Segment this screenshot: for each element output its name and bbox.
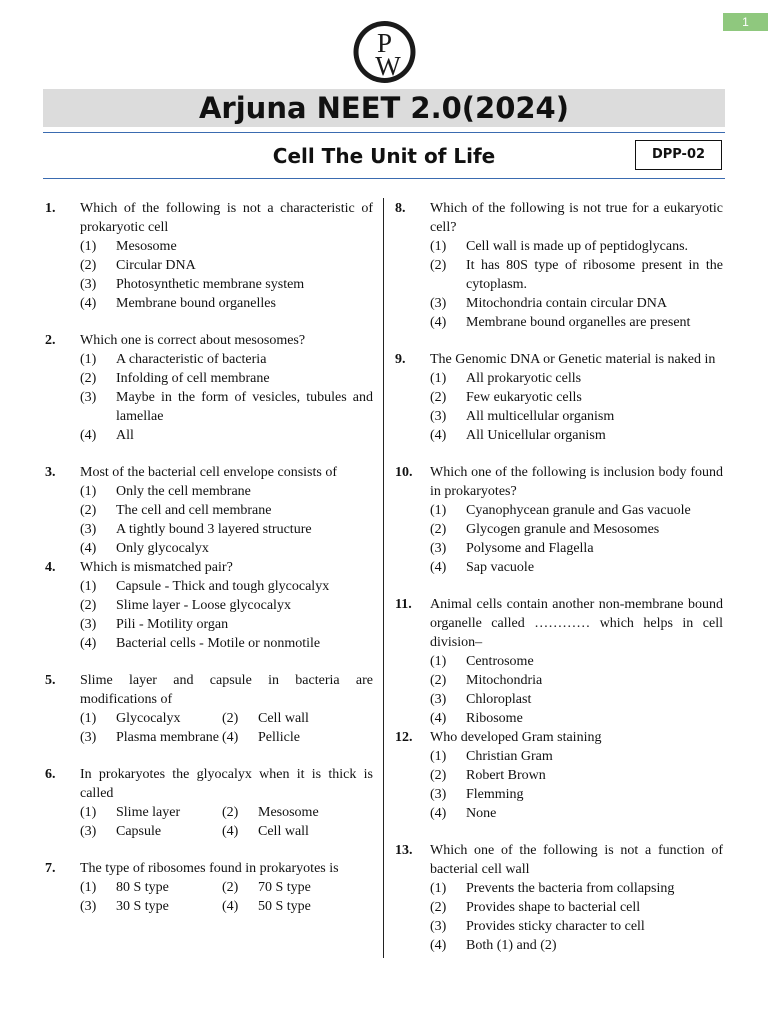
option [430,709,723,728]
question-4 [45,558,373,653]
option [80,237,373,256]
question-6 [45,765,373,841]
option-pair-row [80,728,373,747]
option [80,275,373,294]
option-number: (4) [430,560,447,575]
option-pair-row [80,878,373,897]
option [430,558,723,577]
option-number: (2) [430,522,447,537]
question-text: The Genomic DNA or Genetic material is naked in [430,352,716,367]
option [430,671,723,690]
option-text: Capsule - Thick and tough glycocalyx [116,579,330,594]
option-text: It has 80S type of ribosome present in the cytoplasm. [466,258,723,292]
option [430,936,723,955]
option [430,520,723,539]
option [80,634,373,653]
option-text: All multicellular organism [466,409,615,424]
option-number: (3) [430,409,447,424]
option-text: Only glycocalyx [116,541,209,556]
option-number: (4) [80,296,97,311]
dpp-code: DPP-02 [635,140,722,170]
question-text: Which one is correct about mesosomes? [80,333,306,348]
option-text: Ribosome [466,711,523,726]
option-text: All [116,428,134,443]
option-text: Pellicle [258,730,300,745]
question-7 [45,859,373,916]
option [430,426,723,445]
option-number: (2) [222,880,239,895]
option-number: (4) [430,428,447,443]
option-text: Prevents the bacteria from collapsing [466,881,675,896]
option-number: (4) [430,711,447,726]
option [80,615,373,634]
option [430,766,723,785]
option-number: (4) [80,636,97,651]
option-text: A tightly bound 3 layered structure [116,522,312,537]
option-text: Mitochondria [466,673,543,688]
option-text: Christian Gram [466,749,553,764]
option [430,294,723,313]
question-5 [45,671,373,747]
option-text: Cell wall is made up of peptidoglycans. [466,239,689,254]
option-text: Provides sticky character to cell [466,919,645,934]
question-1 [45,199,373,313]
option-number: (1) [430,654,447,669]
option-number: (1) [80,239,97,254]
question-text: Which one of the following is inclusion body found in prokaryotes? [430,465,723,499]
option [430,690,723,709]
option-text: Mesosome [116,239,177,254]
option [80,350,373,369]
option [430,313,723,332]
option-number: (1) [80,579,97,594]
option [430,407,723,426]
option-number: (2) [80,598,97,613]
option [80,294,373,313]
option-text: Mesosome [258,805,319,820]
option [430,879,723,898]
option [80,369,373,388]
option-text: Pili - Motility organ [116,617,229,632]
option [430,388,723,407]
header-rule-top [43,132,725,133]
option-number: (4) [430,806,447,821]
option-number: (3) [80,824,97,839]
option-text: All Unicellular organism [466,428,606,443]
question-number: 6. [45,767,56,782]
question-text: Which is mismatched pair? [80,560,233,575]
option-number: (3) [80,390,97,405]
option-number: (1) [80,805,97,820]
option-number: (1) [430,881,447,896]
question-12 [395,728,723,823]
option [80,426,373,445]
option-text: Slime layer - Loose glycocalyx [116,598,291,613]
option-number: (2) [80,503,97,518]
option-number: (3) [80,277,97,292]
option-number: (2) [222,805,239,820]
option-number: (2) [430,673,447,688]
option-text: 30 S type [116,899,169,914]
question-number: 12. [395,730,413,745]
question-10 [395,463,723,577]
option-number: (3) [80,522,97,537]
option [430,785,723,804]
option [430,539,723,558]
option [430,369,723,388]
option-text: Maybe in the form of vesicles, tubules and lamellae [116,390,373,424]
option-number: (1) [430,503,447,518]
option-pair-row [80,897,373,916]
option [430,501,723,520]
option-number: (2) [430,768,447,783]
option-number: (2) [430,900,447,915]
option-number: (4) [430,938,447,953]
svg-text:W: W [375,51,401,81]
option-text: All prokaryotic cells [466,371,582,386]
option-text: The cell and cell membrane [116,503,272,518]
option-text: Bacterial cells - Motile or nonmotile [116,636,321,651]
question-text: Animal cells contain another non-membrane bound organelle called ………… which helps in cell division– [430,597,723,650]
question-number: 8. [395,201,406,216]
option-text: Both (1) and (2) [466,938,557,953]
option-number: (2) [80,258,97,273]
header-rule-bottom [43,178,725,179]
option-text: Provides shape to bacterial cell [466,900,641,915]
option-number: (2) [430,390,447,405]
question-number: 11. [395,597,412,612]
option-number: (4) [80,428,97,443]
option-text: Capsule [116,824,162,839]
question-text: Who developed Gram staining [430,730,602,745]
option [80,501,373,520]
question-column-left [45,199,373,916]
question-number: 7. [45,861,56,876]
option-text: Plasma membrane [116,730,220,745]
question-text: Slime layer and capsule in bacteria are modifications of [80,673,373,707]
option-number: (1) [80,880,97,895]
option-number: (1) [80,711,97,726]
option-number: (4) [222,899,239,914]
question-number: 5. [45,673,56,688]
option [80,256,373,275]
option [430,898,723,917]
option [80,520,373,539]
option [80,482,373,501]
question-text: Which of the following is not true for a eukaryotic cell? [430,201,723,235]
question-8 [395,199,723,332]
question-text: In prokaryotes the glyocalyx when it is thick is called [80,767,373,801]
logo-letter-p: P [376,28,393,58]
option-text: Membrane bound organelles [116,296,276,311]
option-number: (3) [430,919,447,934]
question-number: 3. [45,465,56,480]
option-number: (3) [430,692,447,707]
option-number: (4) [430,315,447,330]
option-number: (1) [80,484,97,499]
option-text: A characteristic of bacteria [116,352,267,367]
option [430,652,723,671]
option [430,917,723,936]
option-number: (4) [222,824,239,839]
question-text: Most of the bacterial cell envelope consists of [80,465,337,480]
option-number: (3) [430,541,447,556]
question-13 [395,841,723,955]
option-number: (2) [222,711,239,726]
option-number: (3) [80,617,97,632]
option-text: Sap vacuole [466,560,535,575]
pw-logo [353,19,416,85]
option [430,256,723,294]
column-divider [383,198,384,958]
option-text: Robert Brown [466,768,546,783]
option [80,577,373,596]
option-pair-row [80,803,373,822]
chapter-title: Cell The Unit of Life [272,144,496,168]
option-number: (2) [430,258,447,273]
question-number: 10. [395,465,413,480]
page-number-badge: 1 [723,13,768,31]
option-text: Few eukaryotic cells [466,390,582,405]
option-text: 80 S type [116,880,169,895]
question-number: 9. [395,352,406,367]
question-text: Which of the following is not a characteristic of prokaryotic cell [80,201,373,235]
option-text: None [466,806,497,821]
option [80,539,373,558]
option-number: (1) [430,239,447,254]
page-title: Arjuna NEET 2.0(2024) [198,91,569,125]
option-text: Only the cell membrane [116,484,251,499]
option [430,747,723,766]
question-number: 4. [45,560,56,575]
option-number: (3) [430,787,447,802]
option-text: 70 S type [258,880,311,895]
option-text: Glycocalyx [116,711,181,726]
option-number: (3) [80,730,97,745]
option [430,237,723,256]
question-number: 1. [45,201,56,216]
question-column-right [395,199,723,955]
option-pair-row [80,709,373,728]
option-text: Cell wall [258,824,309,839]
option-text: Flemming [466,787,524,802]
option-number: (4) [80,541,97,556]
option-text: Photosynthetic membrane system [116,277,305,292]
question-9 [395,350,723,445]
option-text: Glycogen granule and Mesosomes [466,522,660,537]
option-number: (2) [80,371,97,386]
option-text: Infolding of cell membrane [116,371,270,386]
option [80,596,373,615]
option-text: Mitochondria contain circular DNA [466,296,667,311]
option [80,388,373,426]
option-number: (4) [222,730,239,745]
option-text: Centrosome [466,654,534,669]
option-text: Cell wall [258,711,309,726]
option-text: 50 S type [258,899,311,914]
option-number: (1) [430,749,447,764]
question-11 [395,595,723,728]
option [430,804,723,823]
option-pair-row [80,822,373,841]
option-number: (1) [80,352,97,367]
question-text: The type of ribosomes found in prokaryotes is [80,861,339,876]
option-text: Chloroplast [466,692,532,707]
option-text: Circular DNA [116,258,196,273]
option-text: Membrane bound organelles are present [466,315,691,330]
option-text: Cyanophycean granule and Gas vacuole [466,503,691,518]
option-number: (3) [430,296,447,311]
option-number: (1) [430,371,447,386]
question-3 [45,463,373,558]
question-2 [45,331,373,445]
option-text: Slime layer [116,805,181,820]
question-number: 13. [395,843,413,858]
option-number: (3) [80,899,97,914]
question-number: 2. [45,333,56,348]
question-text: Which one of the following is not a function of bacterial cell wall [430,843,723,877]
option-text: Polysome and Flagella [466,541,594,556]
